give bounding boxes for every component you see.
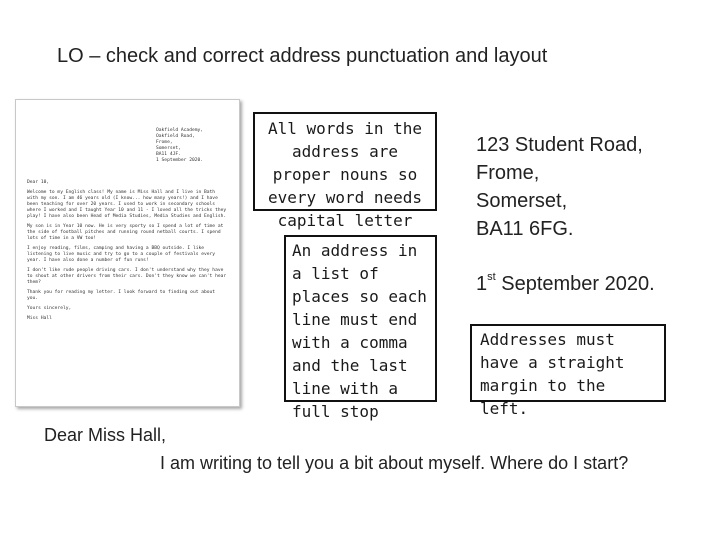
thumbnail-paragraph: I enjoy reading, films, camping and having a BBQ outside. I like listening to live music and try to go to a couple of festivals every year. I have also done a number of fun runs! — [27, 246, 216, 263]
example-address-line: BA11 6FG. — [476, 218, 574, 240]
thumbnail-address-line: 1 September 2020. — [156, 158, 204, 163]
thumbnail-signature: Miss Hall — [27, 316, 52, 321]
thumbnail-paragraph: My son is in Year 10 now. He is very sporty so I spend a lot of time at the side of football pitches and running round netball courts. I spend lots of time in a VW too! — [27, 224, 224, 241]
thumbnail-paragraph: Welcome to my English class! My name is Miss Hall and I live in Bath with my son. I am 46 years old (I know... how many years!) and I have been teaching for over 20 years. I used to work in secondary schools where I worked and I taught Year 10 and 11 - I loved all the tricks they play! I have also been Head of Media Studies, Media Studies and English. — [27, 190, 227, 219]
thumbnail-address — [156, 128, 203, 164]
thumbnail-body — [27, 180, 227, 326]
salutation: Dear Miss Hall, — [44, 425, 167, 445]
example-address — [476, 131, 643, 243]
thumbnail-address-line: BA11 4JF. — [156, 152, 181, 157]
margin-note: Addresses must have a straight margin to the left. — [470, 324, 666, 402]
lesson-objective-title: LO – check and correct address punctuation and layout — [57, 45, 548, 67]
punctuation-note: An address in a list of places so each line must end with a comma and the last line with a full stop — [284, 235, 437, 402]
thumbnail-address-line: Frome, — [156, 140, 173, 145]
thumbnail-closing: Yours sincerely, — [27, 306, 72, 311]
capital-letters-note: All words in the address are proper nouns so every word needs capital letter — [253, 112, 437, 211]
example-address-line: Somerset, — [476, 190, 568, 212]
thumbnail-paragraph: Thank you for reading my letter. I look forward to finding out about you. — [27, 290, 216, 301]
example-address-line: Frome, — [476, 162, 540, 184]
opening-sentence: I am writing to tell you a bit about myself. Where do I start? — [160, 453, 629, 473]
date-rest: September 2020. — [501, 273, 655, 295]
date-day: 1 — [476, 273, 488, 295]
thumbnail-greeting: Dear 10, — [27, 180, 50, 185]
thumbnail-address-line: Oakfield Road, — [156, 134, 195, 139]
letter-thumbnail — [15, 99, 240, 407]
thumbnail-address-line: Oakfield Academy, — [156, 128, 204, 133]
example-address-line: 123 Student Road, — [476, 134, 643, 156]
date-suffix: st — [487, 271, 496, 284]
thumbnail-paragraph: I don't like rude people driving cars. I don't understand why they have to shout at other drivers from their cars. Don't they know we can't hear them? — [27, 268, 227, 285]
example-date — [476, 273, 655, 296]
thumbnail-address-line: Somerset, — [156, 146, 181, 151]
